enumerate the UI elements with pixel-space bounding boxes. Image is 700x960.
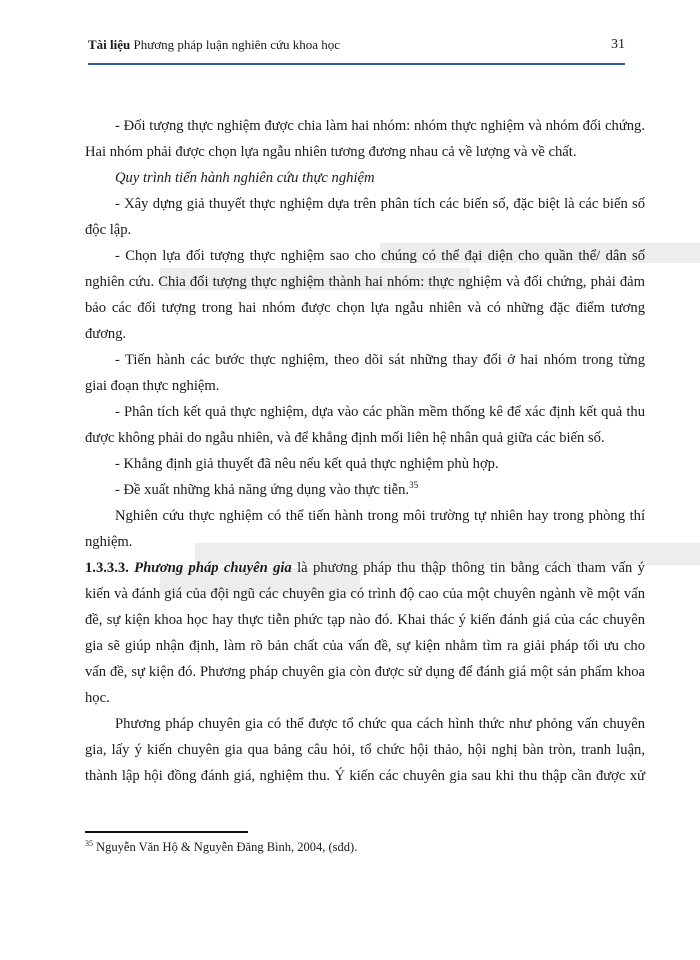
section-number: 1.3.3.3. [85, 560, 129, 576]
text-line [85, 584, 645, 604]
text-segment: - Tiến hành các bước thực nghiệm, theo dõi sát những thay đổi ở hai nhóm trong từng [115, 352, 645, 368]
text-segment: học. [85, 690, 110, 706]
footnote-rule [85, 831, 248, 833]
header-title-bold: Tài liệu [88, 37, 131, 52]
text-line [85, 688, 645, 708]
text-line [85, 246, 645, 266]
footnote-text: Nguyễn Văn Hộ & Nguyễn Đăng Bình, 2004, (sđd). [93, 840, 358, 854]
text-segment: là phương pháp thu thập thông tin bằng cách tham vấn ý [291, 560, 645, 576]
text-segment: được không phải do ngẫu nhiên, và để khẳng định mối liên hệ nhân quả giữa các biến số. [85, 430, 605, 446]
text-line [85, 402, 645, 422]
text-segment: thành lập hội đồng đánh giá, nghiệm thu. Ý kiến các chuyên gia sau khi thu thập cần được xử [85, 768, 645, 784]
text-segment: gia, lấy ý kiến chuyên gia qua bảng câu hỏi, tổ chức hội thảo, hội nghị bàn tròn, tranh luận, [85, 742, 645, 758]
text-line [85, 662, 645, 682]
text-line [85, 116, 645, 136]
header-title: Phương pháp luận nghiên cứu khoa học [130, 37, 341, 52]
text-line [85, 272, 645, 292]
text-line [85, 636, 645, 656]
text-line [85, 506, 645, 526]
footnote-ref: 35 [409, 480, 419, 491]
text-line [85, 558, 645, 578]
text-segment: vấn đề, sự kiện đó. Phương pháp chuyên gia còn được sử dụng để đánh giá một sản phẩm khoa [85, 664, 645, 680]
text-line [85, 220, 645, 240]
page-number: 31 [611, 37, 625, 52]
footnote-number: 35 [85, 838, 93, 848]
text-line [85, 532, 645, 552]
text-line [85, 454, 645, 474]
footnote [85, 840, 357, 855]
text-line [85, 376, 645, 396]
text-segment: nghiên cứu. Chia đối tượng thực nghiệm thành hai nhóm: thực nghiệm và đối chứng, phải đảm [85, 274, 645, 290]
text-line [85, 298, 645, 318]
text-line [85, 740, 645, 760]
text-segment: gia sẽ giúp nhận định, làm rõ bản chất của vấn đề, sự kiện nhằm tìm ra giải pháp tối ưu cho [85, 638, 645, 654]
text-segment: - Đối tượng thực nghiệm được chia làm hai nhóm: nhóm thực nghiệm và nhóm đối chứng. [115, 118, 645, 134]
text-line [85, 610, 645, 630]
text-segment: nghiệm. [85, 534, 133, 550]
text-segment: bảo các đối tượng trong hai nhóm được chọn lựa ngẫu nhiên và có những đặc điểm tương [85, 300, 645, 316]
text-segment: Phương pháp chuyên gia có thể được tổ chức qua cách hình thức như phỏng vấn chuyên [115, 716, 645, 732]
text-segment: - Đề xuất những khả năng ứng dụng vào thực tiễn. [115, 482, 410, 498]
text-line [85, 350, 645, 370]
text-line [85, 766, 645, 786]
text-line [85, 428, 645, 448]
text-segment: Nghiên cứu thực nghiệm có thể tiến hành trong môi trường tự nhiên hay trong phòng thí [115, 508, 645, 524]
text-line [85, 714, 645, 734]
text-segment: độc lập. [85, 222, 132, 238]
text-segment: - Phân tích kết quả thực nghiệm, dựa vào các phần mềm thống kê để xác định kết quả thu [115, 404, 645, 420]
running-header [88, 37, 625, 53]
text-line [85, 168, 645, 188]
text-segment: giai đoạn thực nghiệm. [85, 378, 220, 394]
text-segment: Phương pháp chuyên gia [134, 560, 292, 576]
text-line [85, 142, 645, 162]
text-line [85, 194, 645, 214]
header-rule [88, 63, 625, 65]
text-segment: đương. [85, 326, 127, 342]
text-segment: - Xây dựng giả thuyết thực nghiệm dựa trên phân tích các biến số, đặc biệt là các biến số [115, 196, 645, 212]
text-line [85, 480, 645, 500]
text-segment: kiến và đánh giá của đội ngũ các chuyên gia có trình độ cao của một chuyên ngành về một vấn [85, 586, 645, 602]
text-segment: Hai nhóm phải được chọn lựa ngẫu nhiên tương đương nhau cả về lượng và về chất. [85, 144, 577, 160]
text-segment: đề, sự kiện khoa học hay thực tiễn phức tạp nào đó. Khai thác ý kiến đánh giá của các chuyên [85, 612, 645, 628]
text-segment: - Khẳng định giả thuyết đã nêu nếu kết quả thực nghiệm phù hợp. [115, 456, 499, 472]
text-line [85, 324, 645, 344]
text-segment: Quy trình tiến hành nghiên cứu thực nghiệm [115, 170, 375, 186]
text-segment: - Chọn lựa đối tượng thực nghiệm sao cho chúng có thể đại diện cho quần thể/ dân số [115, 248, 645, 264]
